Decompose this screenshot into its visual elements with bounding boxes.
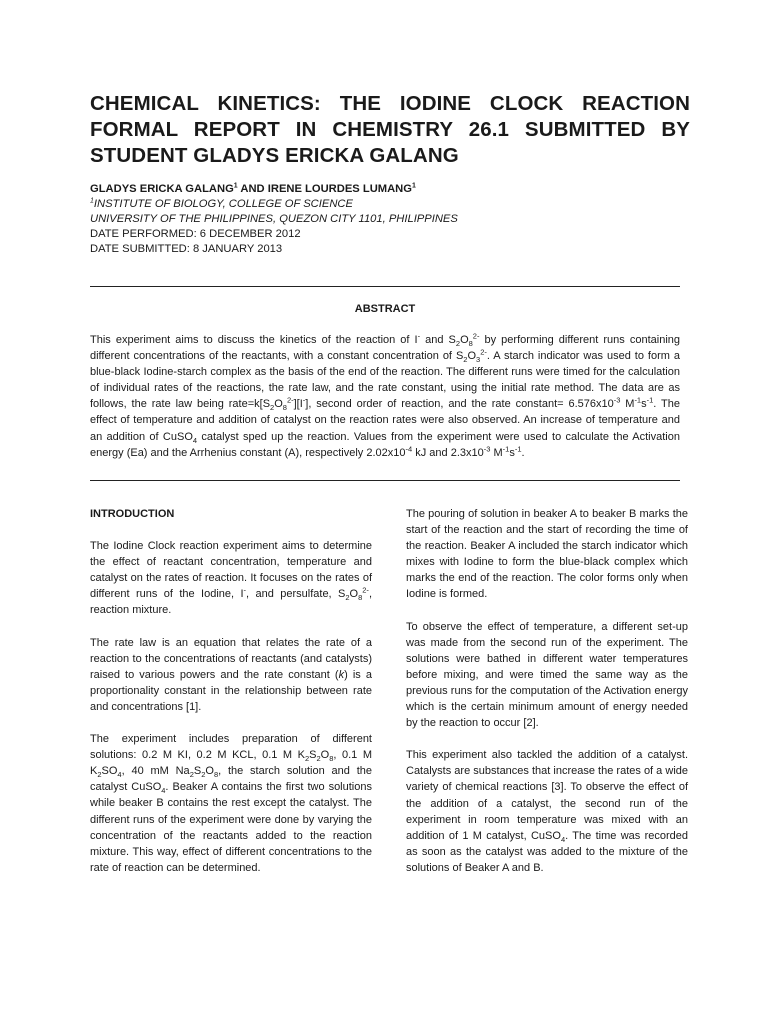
intro-paragraph-3: The experiment includes preparation of different solutions: 0.2 M KI, 0.2 M KCL, 0.1 M $K_2S_2O_8$, 0.1 M $K_2SO_4$, 40 mM $Na_2S_2O_8$, the starch solution and the catalyst CuSO$_4$. Beaker A contains the first two solutions while beaker B contains the rest except the catalyst. The different runs of the experiment were done by varying the concentration of the reactants added to the reaction mixture. This way, effect of different concentrations to the rate of reaction can be determined. [90,733,372,874]
date-performed: DATE PERFORMED: 6 DECEMBER 2012 [90,228,301,240]
affil-marker: 1 [90,197,94,205]
intro-paragraph-2: The rate law is an equation that relates the rate of a reaction to the concentrations of reactants (and catalysts) raised to various powers and the rate constant (k) is a proportionality constant in the relationship between rate and concentrations [1]. [90,636,372,713]
paper-title: CHEMICAL KINETICS: THE IODINE CLOCK REACTION FORMAL REPORT IN CHEMISTRY 26.1 SUBMITTED BY STUDENT GLADYS ERICKA GALANG [90,92,690,167]
author-1: GLADYS ERICKA GALANG [90,183,234,195]
affil-marker: 1 [233,182,238,190]
affiliation-1 [90,197,690,212]
author-2: IRENE LOURDES LUMANG [267,183,412,195]
affiliation-1-text: INSTITUTE OF BIOLOGY, COLLEGE OF SCIENCE [93,198,353,210]
intro-paragraph-1: The Iodine Clock reaction experiment aims to determine the effect of reactant concentration, temperature and catalyst on the rates of reaction. It focuses on the rates of different runs of the Iodine, I-, and persulfate, $S_2O_8^{2-}$, reaction mixture. [90,540,372,617]
abstract-text: This experiment aims to discuss the kinetics of the reaction of I- and $S_2O_8^{2-}$ by performing different runs containing different concentrations of the reactants, with a constant concentration of $S_2O_3^{2-}$. A starch indicator was used to form a blue-black Iodine-starch complex as the basis of the end of the reaction. The different runs were timed for the calculation of individual rates of the reactions, the rate law, and the rate constant, using the initial rate method. The data are as follows, the rate law being $rate=k[S_2O_8^{2-}][I^-]$, second order of reaction, and the rate constant= $6.576x10^{-3}$ $M^{-1}s^{-1}$. The effect of temperature and addition of catalyst on the reaction rates were also observed. An increase of temperature and an addition of CuSO$_4$ catalyst sped up the reaction. Values from the experiment were used to calculate the Activation energy (Ea) and the Arrhenius constant (A), respectively $2.02x10^{-4}$ kJ and $2.3x10^{-3}$ $M^{-1}s^{-1}$. [90,331,680,459]
author-names [90,182,690,197]
author-conjunction: AND [237,183,268,195]
right-column [406,506,688,892]
affiliation-2: UNIVERSITY OF THE PHILIPPINES, QUEZON CITY 1101, PHILIPPINES [90,213,458,225]
introduction-heading: INTRODUCTION [90,508,175,520]
author-block [90,182,690,257]
body-paragraph-temperature: To observe the effect of temperature, a different set-up was made from the second run of the experiment. The solutions were bathed in different water temperatures before mixing, and were timed the same way as the previous runs for the computation of the Activation energy which is the certain minimum amount of energy needed by the reaction to occur [2]. [406,620,688,730]
body-paragraph-catalyst: This experiment also tackled the addition of a catalyst. Catalysts are substances that increase the rates of a wide variety of chemical reactions [3]. To observe the effect of the addition of a catalyst, the second run of the experiment in room temperature was mixed with an addition of 1 M catalyst, CuSO$_4$. The time was recorded as soon as the catalyst was added to the mixture of the solutions of Beaker A and B. [406,749,688,874]
body-paragraph-pouring: The pouring of solution in beaker A to beaker B marks the start of the reaction and the start of recording the time of the reaction. Beaker A included the starch indicator which mixes with Iodine to form the blue-black complex which marks the end of the reaction. The color forms only when Iodine is formed. [406,508,688,601]
date-submitted: DATE SUBMITTED: 8 JANUARY 2013 [90,243,283,255]
left-column [90,506,372,892]
abstract-heading: ABSTRACT [354,303,416,315]
abstract-bottom-divider [90,480,680,481]
top-divider [90,286,680,287]
affil-marker: 1 [411,182,416,190]
